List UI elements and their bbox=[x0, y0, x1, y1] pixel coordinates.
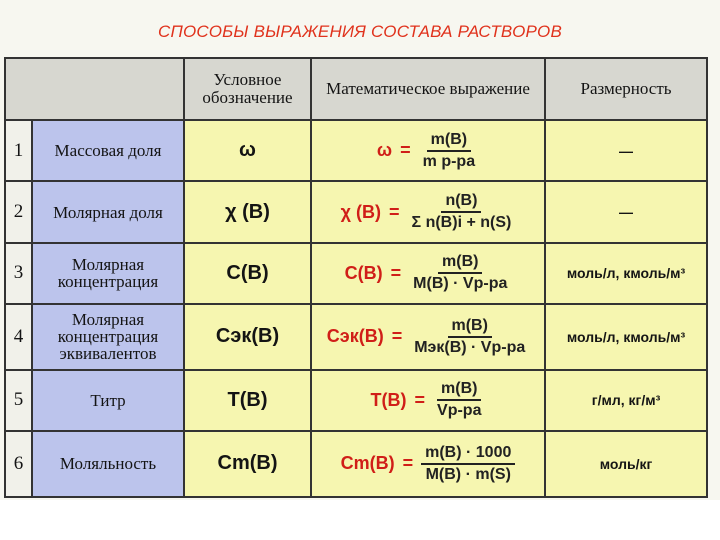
row-name: Молярная концентрация эквивалентов bbox=[32, 304, 184, 370]
formula bbox=[341, 444, 516, 484]
formula-denominator: Σ n(B)i + n(S) bbox=[411, 214, 512, 232]
formula-lhs: Cm(B) bbox=[340, 453, 395, 474]
row-symbol: ω bbox=[184, 120, 311, 180]
formula-denominator: Mэк(B) · Vр-ра bbox=[414, 338, 526, 356]
row-number: 4 bbox=[5, 304, 32, 370]
formula-equals: = bbox=[402, 453, 414, 474]
formula bbox=[341, 192, 516, 232]
formula bbox=[327, 317, 530, 357]
formula bbox=[345, 253, 512, 293]
table-row bbox=[5, 243, 707, 303]
header-row bbox=[5, 58, 707, 120]
header-dimension: Размерность bbox=[545, 58, 707, 120]
row-expression bbox=[311, 181, 545, 243]
row-dimension: моль/л, кмоль/м³ bbox=[545, 304, 707, 370]
header-expression: Математическое выражение bbox=[311, 58, 545, 120]
table-row bbox=[5, 431, 707, 497]
row-symbol: T(B) bbox=[184, 370, 311, 430]
formula-numerator: m(B) bbox=[448, 317, 492, 338]
formula-numerator: m(B) bbox=[437, 380, 481, 401]
table-row bbox=[5, 370, 707, 430]
formula-lhs: T(B) bbox=[370, 389, 407, 410]
formula-fraction bbox=[433, 380, 485, 420]
row-dimension: г/мл, кг/м³ bbox=[545, 370, 707, 430]
row-expression bbox=[311, 431, 545, 497]
table-row bbox=[5, 181, 707, 243]
row-dimension: моль/кг bbox=[545, 431, 707, 497]
row-symbol: Cm(B) bbox=[184, 431, 311, 497]
formula-denominator: M(B) · Vр-ра bbox=[413, 275, 508, 293]
formula-equals: = bbox=[400, 140, 411, 161]
row-dimension: моль/л, кмоль/м³ bbox=[545, 243, 707, 303]
formula bbox=[377, 131, 479, 171]
row-symbol: χ (B) bbox=[184, 181, 311, 243]
formula-fraction bbox=[408, 192, 516, 232]
formula-denominator: Vр-ра bbox=[437, 402, 482, 420]
row-name: Моляльность bbox=[32, 431, 184, 497]
formula-fraction bbox=[421, 444, 515, 484]
formula-denominator: M(B) · m(S) bbox=[425, 465, 511, 483]
row-expression bbox=[311, 304, 545, 370]
row-dimension: — bbox=[545, 120, 707, 180]
formula-numerator: m(B) · 1000 bbox=[421, 444, 515, 465]
formula-fraction bbox=[419, 131, 479, 171]
header-symbol: Условное обозначение bbox=[184, 58, 311, 120]
row-number: 2 bbox=[5, 181, 32, 243]
formula-numerator: n(B) bbox=[441, 192, 481, 213]
page-title: СПОСОБЫ ВЫРАЖЕНИЯ СОСТАВА РАСТВОРОВ bbox=[157, 22, 562, 41]
formula-equals: = bbox=[390, 262, 402, 283]
row-name: Молярная доля bbox=[32, 181, 184, 243]
formula-lhs: ω bbox=[376, 140, 393, 161]
formula-equals: = bbox=[389, 201, 400, 222]
row-name: Массовая доля bbox=[32, 120, 184, 180]
formula-numerator: m(B) bbox=[438, 253, 482, 274]
composition-table bbox=[4, 57, 708, 498]
row-number: 6 bbox=[5, 431, 32, 497]
row-expression bbox=[311, 120, 545, 180]
row-number: 3 bbox=[5, 243, 32, 303]
row-symbol: C(B) bbox=[184, 243, 311, 303]
formula-lhs: χ (B) bbox=[340, 201, 382, 222]
formula-numerator: m(B) bbox=[427, 131, 471, 152]
row-expression bbox=[311, 370, 545, 430]
formula-fraction bbox=[410, 317, 529, 357]
formula-equals: = bbox=[391, 326, 403, 347]
formula-lhs: C(B) bbox=[344, 262, 383, 283]
formula bbox=[371, 380, 486, 420]
row-expression bbox=[311, 243, 545, 303]
formula-fraction bbox=[409, 253, 511, 293]
formula-denominator: m р-ра bbox=[422, 152, 476, 170]
row-number: 1 bbox=[5, 120, 32, 180]
row-name: Молярная концентрация bbox=[32, 243, 184, 303]
header-corner bbox=[5, 58, 184, 120]
table-row bbox=[5, 120, 707, 180]
row-number: 5 bbox=[5, 370, 32, 430]
formula-lhs: Cэк(B) bbox=[326, 326, 384, 347]
row-name: Титр bbox=[32, 370, 184, 430]
formula-equals: = bbox=[414, 389, 426, 410]
row-dimension: — bbox=[545, 181, 707, 243]
table-row bbox=[5, 304, 707, 370]
row-symbol: Cэк(B) bbox=[184, 304, 311, 370]
